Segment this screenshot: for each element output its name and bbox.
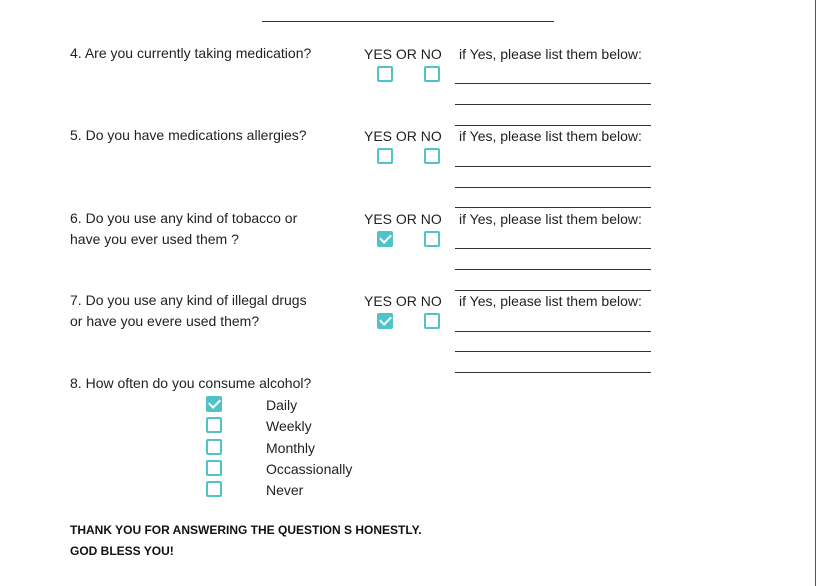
yes-checkbox[interactable]: [377, 148, 393, 164]
weekly-label: Weekly: [266, 418, 312, 434]
no-checkbox[interactable]: [424, 313, 440, 329]
question-4-text: 4. Are you currently taking medication?: [70, 45, 312, 61]
list-instruction: if Yes, please list them below:: [459, 128, 642, 144]
answer-line[interactable]: [455, 166, 651, 167]
never-checkbox[interactable]: [206, 481, 222, 497]
list-instruction: if Yes, please list them below:: [459, 46, 642, 62]
closing-blessing: GOD BLESS YOU!: [70, 544, 174, 558]
answer-line[interactable]: [455, 290, 651, 291]
question-6-text: 6. Do you use any kind of tobacco or have you ever used them ?: [70, 210, 298, 247]
yes-checkbox[interactable]: [377, 66, 393, 82]
page-border: [815, 0, 816, 586]
answer-line[interactable]: [455, 331, 651, 332]
daily-label: Daily: [266, 397, 298, 413]
answer-line[interactable]: [455, 248, 651, 249]
answer-line[interactable]: [455, 104, 651, 105]
never-label: Never: [266, 482, 304, 498]
answer-line[interactable]: [455, 125, 651, 126]
weekly-checkbox[interactable]: [206, 417, 222, 433]
no-checkbox[interactable]: [424, 66, 440, 82]
question-7-text: 7. Do you use any kind of illegal drugs or have you evere used them?: [70, 292, 307, 329]
signature-line: [262, 21, 554, 22]
list-instruction: if Yes, please list them below:: [459, 293, 642, 309]
closing-thank-you: THANK YOU FOR ANSWERING THE QUESTION S HONESTLY.: [70, 523, 422, 537]
no-checkbox[interactable]: [424, 231, 440, 247]
yes-or-no-label: YES OR NO: [364, 46, 442, 62]
answer-line[interactable]: [455, 207, 651, 208]
occassionally-label: Occassionally: [266, 461, 353, 477]
yes-or-no-label: YES OR NO: [364, 128, 442, 144]
yes-checkbox[interactable]: [377, 313, 393, 329]
no-checkbox[interactable]: [424, 148, 440, 164]
occassionally-checkbox[interactable]: [206, 460, 222, 476]
daily-checkbox[interactable]: [206, 396, 222, 412]
monthly-checkbox[interactable]: [206, 439, 222, 455]
yes-checkbox[interactable]: [377, 231, 393, 247]
question-5-text: 5. Do you have medications allergies?: [70, 127, 307, 143]
yes-or-no-label: YES OR NO: [364, 211, 442, 227]
monthly-label: Monthly: [266, 440, 316, 456]
answer-line[interactable]: [455, 83, 651, 84]
answer-line[interactable]: [455, 187, 651, 188]
question-8-text: 8. How often do you consume alcohol?: [70, 375, 312, 391]
yes-or-no-label: YES OR NO: [364, 293, 442, 309]
answer-line[interactable]: [455, 372, 651, 373]
answer-line[interactable]: [455, 269, 651, 270]
list-instruction: if Yes, please list them below:: [459, 211, 642, 227]
answer-line[interactable]: [455, 351, 651, 352]
